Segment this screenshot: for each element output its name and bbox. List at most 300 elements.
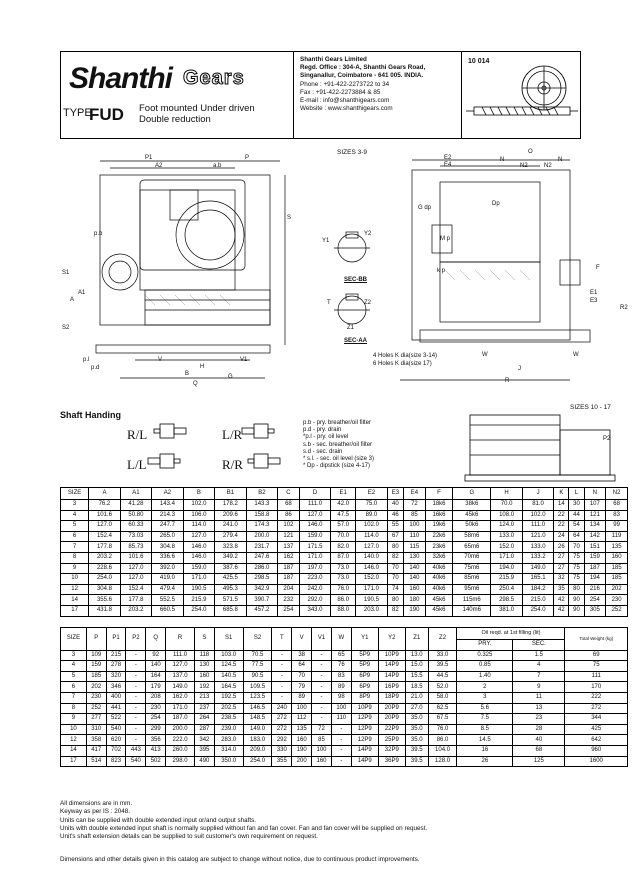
notes <box>60 800 427 841</box>
table-cell: 41.28 <box>120 500 151 511</box>
table-header-row <box>61 488 628 500</box>
dim-s1: S1 <box>62 270 70 276</box>
table-cell: 119 <box>606 531 628 542</box>
table-cell: 228.6 <box>89 563 120 574</box>
table-cell: 8 <box>61 552 89 563</box>
table-cell: 230 <box>606 595 628 606</box>
header-cell: V1 <box>312 628 332 651</box>
table-cell: 202 <box>86 682 106 693</box>
shaft-handing-title: Shaft Handing <box>60 410 121 420</box>
table-cell: 54 <box>569 521 584 532</box>
header-cell: P <box>86 628 106 651</box>
table-cell: 216 <box>584 584 606 595</box>
table-cell: 457.2 <box>246 605 277 616</box>
legend-line: s.b - sec. breather/oil filter <box>303 441 373 448</box>
dim-y1: Y1 <box>322 238 330 244</box>
dim-b: B <box>185 371 190 377</box>
table-cell: 12 <box>61 735 87 746</box>
table-cell: 115m6 <box>453 595 491 606</box>
table-cell: 90 <box>569 605 584 616</box>
table-cell: 343.0 <box>299 605 330 616</box>
dim-o: O <box>528 149 533 155</box>
large-gearbox-icon <box>465 415 615 481</box>
table-cell: 60.33 <box>120 521 151 532</box>
type-code: FUD <box>89 105 124 124</box>
table-cell: 111.0 <box>166 650 195 661</box>
table-cell: 177.8 <box>89 542 120 553</box>
table-cell: 67.5 <box>428 714 457 725</box>
handing-icon-lr <box>242 424 274 438</box>
table-cell: - <box>312 650 332 661</box>
header-cell: SIZE <box>61 628 87 651</box>
table-cell: 209.6 <box>215 510 246 521</box>
table-cell: 162.0 <box>166 692 195 703</box>
dim-z1: Z1 <box>347 325 355 331</box>
table-cell: 283.0 <box>214 735 243 746</box>
oil-sec-cell: SEC. <box>513 640 565 651</box>
oil-header-cell: Oil reqd. at 1st filling (lit) <box>457 628 565 640</box>
table-cell: 106.0 <box>183 510 214 521</box>
table-cell: 14 <box>61 595 89 606</box>
table-cell: 197.0 <box>299 563 330 574</box>
table-cell: 146.0 <box>299 521 330 532</box>
sizes-bottom-label: SIZES 10 - 17 <box>570 404 611 411</box>
table-cell: 1.5 <box>513 650 565 661</box>
table-cell: 702 <box>106 745 126 756</box>
table-cell: 39.5 <box>428 661 457 672</box>
table-cell: 46 <box>387 510 403 521</box>
table-cell: 85.73 <box>120 542 151 553</box>
table-row <box>61 724 628 735</box>
table-cell: 479.4 <box>152 584 183 595</box>
table-cell: 16P9 <box>378 682 405 693</box>
header-cell: Z2 <box>428 628 457 651</box>
table-cell: 24 <box>554 531 569 542</box>
table-cell: 58.0 <box>428 692 457 703</box>
table-cell: 9 <box>61 714 87 725</box>
dim-a1: A1 <box>78 290 86 296</box>
table-cell: 140 <box>146 661 166 672</box>
table-cell: 6P9 <box>351 671 378 682</box>
table-cell: - <box>126 682 146 693</box>
table-cell: - <box>126 671 146 682</box>
dim-t: T <box>327 300 331 306</box>
table-cell: 314.0 <box>214 745 243 756</box>
dim-mp: M p <box>440 236 451 242</box>
table-cell: 387.6 <box>215 563 246 574</box>
table-cell: 19k6 <box>425 521 453 532</box>
table-cell: 87.0 <box>331 552 356 563</box>
table-cell: 152.0 <box>356 574 387 585</box>
header-cell: S1 <box>214 628 243 651</box>
dim-p: P <box>245 155 250 161</box>
table-cell: 35.0 <box>405 714 428 725</box>
table-cell: 83 <box>331 671 351 682</box>
table-cell: 194 <box>584 574 606 585</box>
disclaimer: Dimensions and other details given in this catalog are subject to change without notice, due to continuous product improvements. <box>60 856 420 863</box>
table-cell: 22k6 <box>425 531 453 542</box>
side-view-body <box>412 170 570 340</box>
table-cell: 241.0 <box>215 521 246 532</box>
header-cell: E2 <box>356 488 387 500</box>
table-cell: 80 <box>569 584 584 595</box>
table-cell: 75m6 <box>453 563 491 574</box>
table-cell: 70 <box>387 563 403 574</box>
dim-p1: P1 <box>145 155 153 161</box>
table-cell: 254.0 <box>89 574 120 585</box>
table-cell: 73.0 <box>331 563 356 574</box>
table-cell: 26 <box>554 542 569 553</box>
table-cell: 298.5 <box>491 595 522 606</box>
table-cell: 254 <box>278 605 300 616</box>
table-cell: 685.8 <box>215 605 246 616</box>
table-cell: 108.0 <box>491 510 522 521</box>
table-cell: 85 <box>404 510 426 521</box>
header-cell: A2 <box>152 488 183 500</box>
header-cell: H <box>491 488 522 500</box>
handing-rl: R/L <box>127 427 148 442</box>
table-cell: 355 <box>272 756 292 767</box>
table-cell: 39.5 <box>405 745 428 756</box>
dim-y2: Y2 <box>364 231 372 237</box>
table-cell: 30 <box>569 500 584 511</box>
table-cell: 23 <box>513 714 565 725</box>
table-cell: 103.0 <box>214 650 243 661</box>
table-cell: 55 <box>387 521 403 532</box>
table-cell: 223.0 <box>299 574 330 585</box>
header-cell: T <box>272 628 292 651</box>
table-cell: - <box>331 735 351 746</box>
table-cell: 23k6 <box>425 542 453 553</box>
table-cell: 6 <box>61 531 89 542</box>
table-cell: 425.5 <box>215 574 246 585</box>
dimensions-table-1 <box>60 487 628 617</box>
table-cell: 42 <box>554 605 569 616</box>
table-cell: 265.0 <box>152 531 183 542</box>
table-cell: 10P9 <box>378 650 405 661</box>
table-cell: 222 <box>565 692 628 703</box>
dim-e3: E3 <box>590 298 598 304</box>
table-cell: 358 <box>86 735 106 746</box>
table-cell: 185 <box>606 563 628 574</box>
table-cell: 160 <box>312 756 332 767</box>
table-cell: 135 <box>606 542 628 553</box>
table-cell: 215.0 <box>522 595 553 606</box>
table-cell: 299 <box>146 724 166 735</box>
header-cell: W <box>331 628 351 651</box>
table-cell: 133.0 <box>491 531 522 542</box>
header-cell: N <box>584 488 606 500</box>
table-cell: - <box>312 661 332 672</box>
table-row <box>61 735 628 746</box>
table-cell: 390.7 <box>246 595 277 606</box>
table-cell: 92 <box>146 650 166 661</box>
table-cell: 64 <box>569 531 584 542</box>
table-row <box>61 563 628 574</box>
table-cell: 323.8 <box>215 542 246 553</box>
handing-icon-rl <box>154 424 186 438</box>
table-cell: 14 <box>61 745 87 756</box>
table-cell: 102 <box>278 521 300 532</box>
table-cell: 183.0 <box>243 735 272 746</box>
table-cell: 8.5 <box>457 724 513 735</box>
table-cell: 81.0 <box>522 500 553 511</box>
table-cell: 571.5 <box>215 595 246 606</box>
table-cell: 298.0 <box>166 756 195 767</box>
table-cell: 1600 <box>565 756 628 767</box>
header-cell: N2 <box>606 488 628 500</box>
table-cell: 231.7 <box>246 542 277 553</box>
table-cell: 98 <box>331 692 351 703</box>
table-cell: 184.2 <box>522 584 553 595</box>
table-cell: - <box>312 682 332 693</box>
table-cell: 146.0 <box>356 563 387 574</box>
note-line: Unit's shaft extension details can be supplied to suit customer's own requirement on request. <box>60 833 318 841</box>
dim-r2: R2 <box>620 305 628 311</box>
table-cell: 292.0 <box>299 595 330 606</box>
dim-r: R <box>505 378 510 384</box>
table-cell: 100 <box>312 745 332 756</box>
table-cell: 642 <box>565 735 628 746</box>
header-cell: Y2 <box>378 628 405 651</box>
table-cell: 44.5 <box>428 671 457 682</box>
table-cell: 5 <box>61 521 89 532</box>
table-cell: - <box>312 703 332 714</box>
table-row <box>61 756 628 767</box>
table-cell: 82 <box>387 605 403 616</box>
table-cell: 171.0 <box>491 552 522 563</box>
table-cell: 50.80 <box>120 510 151 521</box>
table-cell: 82.0 <box>331 542 356 553</box>
table-cell: 89 <box>331 682 351 693</box>
table-cell: 14.5 <box>457 735 513 746</box>
table-cell: 215 <box>106 650 126 661</box>
table-cell: 264 <box>194 714 214 725</box>
table-cell: 305 <box>584 605 606 616</box>
table-cell: 165.1 <box>522 574 553 585</box>
table-cell: 292 <box>272 735 292 746</box>
table-cell: 80 <box>387 595 403 606</box>
table-cell: 187.0 <box>166 714 195 725</box>
table-cell: - <box>272 692 292 703</box>
table-cell: 152.4 <box>120 584 151 595</box>
table-cell: 160 <box>292 735 312 746</box>
table-cell: 660.5 <box>152 605 183 616</box>
table-cell: 22 <box>554 510 569 521</box>
table-cell: 202 <box>606 584 628 595</box>
table-row <box>61 745 628 756</box>
header-cell: S <box>194 628 214 651</box>
table-cell: 254.0 <box>183 605 214 616</box>
table-cell: 133.2 <box>522 552 553 563</box>
sec-bb-label: SEC-BB <box>344 277 368 283</box>
table-cell: 68 <box>513 745 565 756</box>
table-cell: 70 <box>569 542 584 553</box>
dim-v: V <box>158 357 163 363</box>
table-cell: 35 <box>554 584 569 595</box>
table-cell: 254 <box>146 714 166 725</box>
table-cell: 162 <box>278 552 300 563</box>
header-cell: B1 <box>215 488 246 500</box>
table-cell: 149.0 <box>522 563 553 574</box>
address-line2: Singanallur, Coimbatore - 641 005. INDIA. <box>300 72 424 80</box>
table-cell: 100 <box>404 521 426 532</box>
table-cell: 11 <box>513 692 565 703</box>
dim-e2: E2 <box>444 155 452 161</box>
dim-a: A <box>70 297 75 303</box>
table-cell: 101.6 <box>120 552 151 563</box>
header-cell: C <box>278 488 300 500</box>
table-cell: 213 <box>194 692 214 703</box>
dim-kp: k p <box>437 268 446 274</box>
table-cell: 14P9 <box>378 671 405 682</box>
table-cell: 0.325 <box>457 650 513 661</box>
table-cell: 125 <box>513 756 565 767</box>
header-cell: P2 <box>126 628 146 651</box>
table-cell: 86.0 <box>331 595 356 606</box>
table-cell: 540 <box>126 756 146 767</box>
header-cell: Y1 <box>351 628 378 651</box>
header-cell: E1 <box>331 488 356 500</box>
table-cell: 20P9 <box>378 714 405 725</box>
table-cell: 75 <box>569 552 584 563</box>
table-cell: 40k6 <box>425 563 453 574</box>
table-cell: 230 <box>86 692 106 703</box>
table-cell: 286.0 <box>246 563 277 574</box>
handing-icon-rr <box>248 454 280 468</box>
table-cell: 28 <box>513 724 565 735</box>
table-cell: 32P9 <box>378 745 405 756</box>
table-cell: 18.5 <box>405 682 428 693</box>
table-cell: 77.5 <box>243 661 272 672</box>
table-cell: 395 <box>194 745 214 756</box>
table-cell: - <box>126 703 146 714</box>
header-cell: B2 <box>246 488 277 500</box>
table-cell: 187 <box>584 563 606 574</box>
table-cell: 50k6 <box>453 521 491 532</box>
phone-line: Phone : +91-422-2273722 to 34 <box>300 80 390 88</box>
table-cell: 278 <box>106 661 126 672</box>
table-cell: 413 <box>146 745 166 756</box>
dim-f: F <box>596 265 600 271</box>
header-cell: A1 <box>120 488 151 500</box>
table-cell: 149.0 <box>166 682 195 693</box>
table-cell: 73.0 <box>331 574 356 585</box>
table-row <box>61 605 628 616</box>
table-cell: 148.5 <box>243 714 272 725</box>
table-cell: 4 <box>61 661 87 672</box>
table-cell: 17 <box>61 605 89 616</box>
table-cell: 5.6 <box>457 703 513 714</box>
table-cell: 203.2 <box>120 605 151 616</box>
table-cell: 121.0 <box>522 531 553 542</box>
table-cell: 47.5 <box>331 510 356 521</box>
table-cell: 130 <box>404 552 426 563</box>
table-cell: 40 <box>387 500 403 511</box>
table-cell: 522 <box>106 714 126 725</box>
header-cell: R <box>166 628 195 651</box>
table-cell: 27 <box>554 552 569 563</box>
table-cell: 14P9 <box>351 745 378 756</box>
table-cell: 12P9 <box>351 724 378 735</box>
table-cell: 18P9 <box>378 692 405 703</box>
table-cell: 178.2 <box>215 500 246 511</box>
table-cell: 27 <box>554 563 569 574</box>
table-cell: 502 <box>146 756 166 767</box>
table-cell: 40k6 <box>425 574 453 585</box>
table-cell: 74 <box>387 584 403 595</box>
header-cell: G <box>453 488 491 500</box>
table-cell: 8 <box>61 703 87 714</box>
table-cell: 215.9 <box>183 595 214 606</box>
table-cell: 272 <box>272 724 292 735</box>
table-cell: 260.0 <box>166 745 195 756</box>
table-cell: 355.6 <box>89 595 120 606</box>
table-cell: 232 <box>278 595 300 606</box>
table-cell: 22 <box>554 521 569 532</box>
table-cell: 12 <box>61 584 89 595</box>
table-cell: 349.2 <box>215 552 246 563</box>
table-cell: - <box>126 714 146 725</box>
table-cell: - <box>312 692 332 703</box>
table-row <box>61 692 628 703</box>
table-cell: 121 <box>584 510 606 521</box>
table-cell: 209.0 <box>243 745 272 756</box>
dim-w-left: W <box>482 352 488 358</box>
legend-line: s.d - sec. drain <box>303 448 343 455</box>
table-cell: - <box>312 714 332 725</box>
table-cell: 35.0 <box>405 724 428 735</box>
table-cell: 27.0 <box>405 703 428 714</box>
table-cell: 38 <box>292 650 312 661</box>
table-cell: 342.9 <box>246 584 277 595</box>
holes-label-2: 6 Holes K dia(size 17) <box>373 361 432 367</box>
table-cell: 134 <box>584 521 606 532</box>
table-cell: - <box>272 650 292 661</box>
table-cell: 89 <box>292 692 312 703</box>
table-cell: - <box>331 745 351 756</box>
table-cell: 356 <box>146 735 166 746</box>
table-cell: 135 <box>292 724 312 735</box>
table-cell: 552.5 <box>152 595 183 606</box>
table-cell: 111.0 <box>299 500 330 511</box>
dimensions-table-2 <box>60 627 628 767</box>
table-row <box>61 500 628 511</box>
table-cell: 160 <box>606 552 628 563</box>
table-cell: 67 <box>387 531 403 542</box>
table-row <box>61 595 628 606</box>
table-cell: 171.0 <box>166 703 195 714</box>
website-line: Website : www.shanthigears.com <box>300 105 393 113</box>
table-cell: 82 <box>387 552 403 563</box>
table-cell: 33.0 <box>428 650 457 661</box>
table-cell: 42 <box>554 595 569 606</box>
table-cell: 3 <box>61 500 89 511</box>
table-cell: 3 <box>61 650 87 661</box>
table-cell: 159 <box>584 552 606 563</box>
table-cell: 242.0 <box>299 584 330 595</box>
table-cell: 149.0 <box>243 724 272 735</box>
table-cell: 70.0 <box>331 531 356 542</box>
table-cell: 160 <box>194 671 214 682</box>
address-line1: Regd. Office : 304-A, Shanthi Gears Road, <box>300 64 426 72</box>
dim-s: S <box>287 215 292 221</box>
table-cell: 137.0 <box>166 671 195 682</box>
table-cell: 7 <box>61 692 87 703</box>
table-cell: 35.0 <box>405 735 428 746</box>
table-cell: 425 <box>565 724 628 735</box>
table-row <box>61 650 628 661</box>
